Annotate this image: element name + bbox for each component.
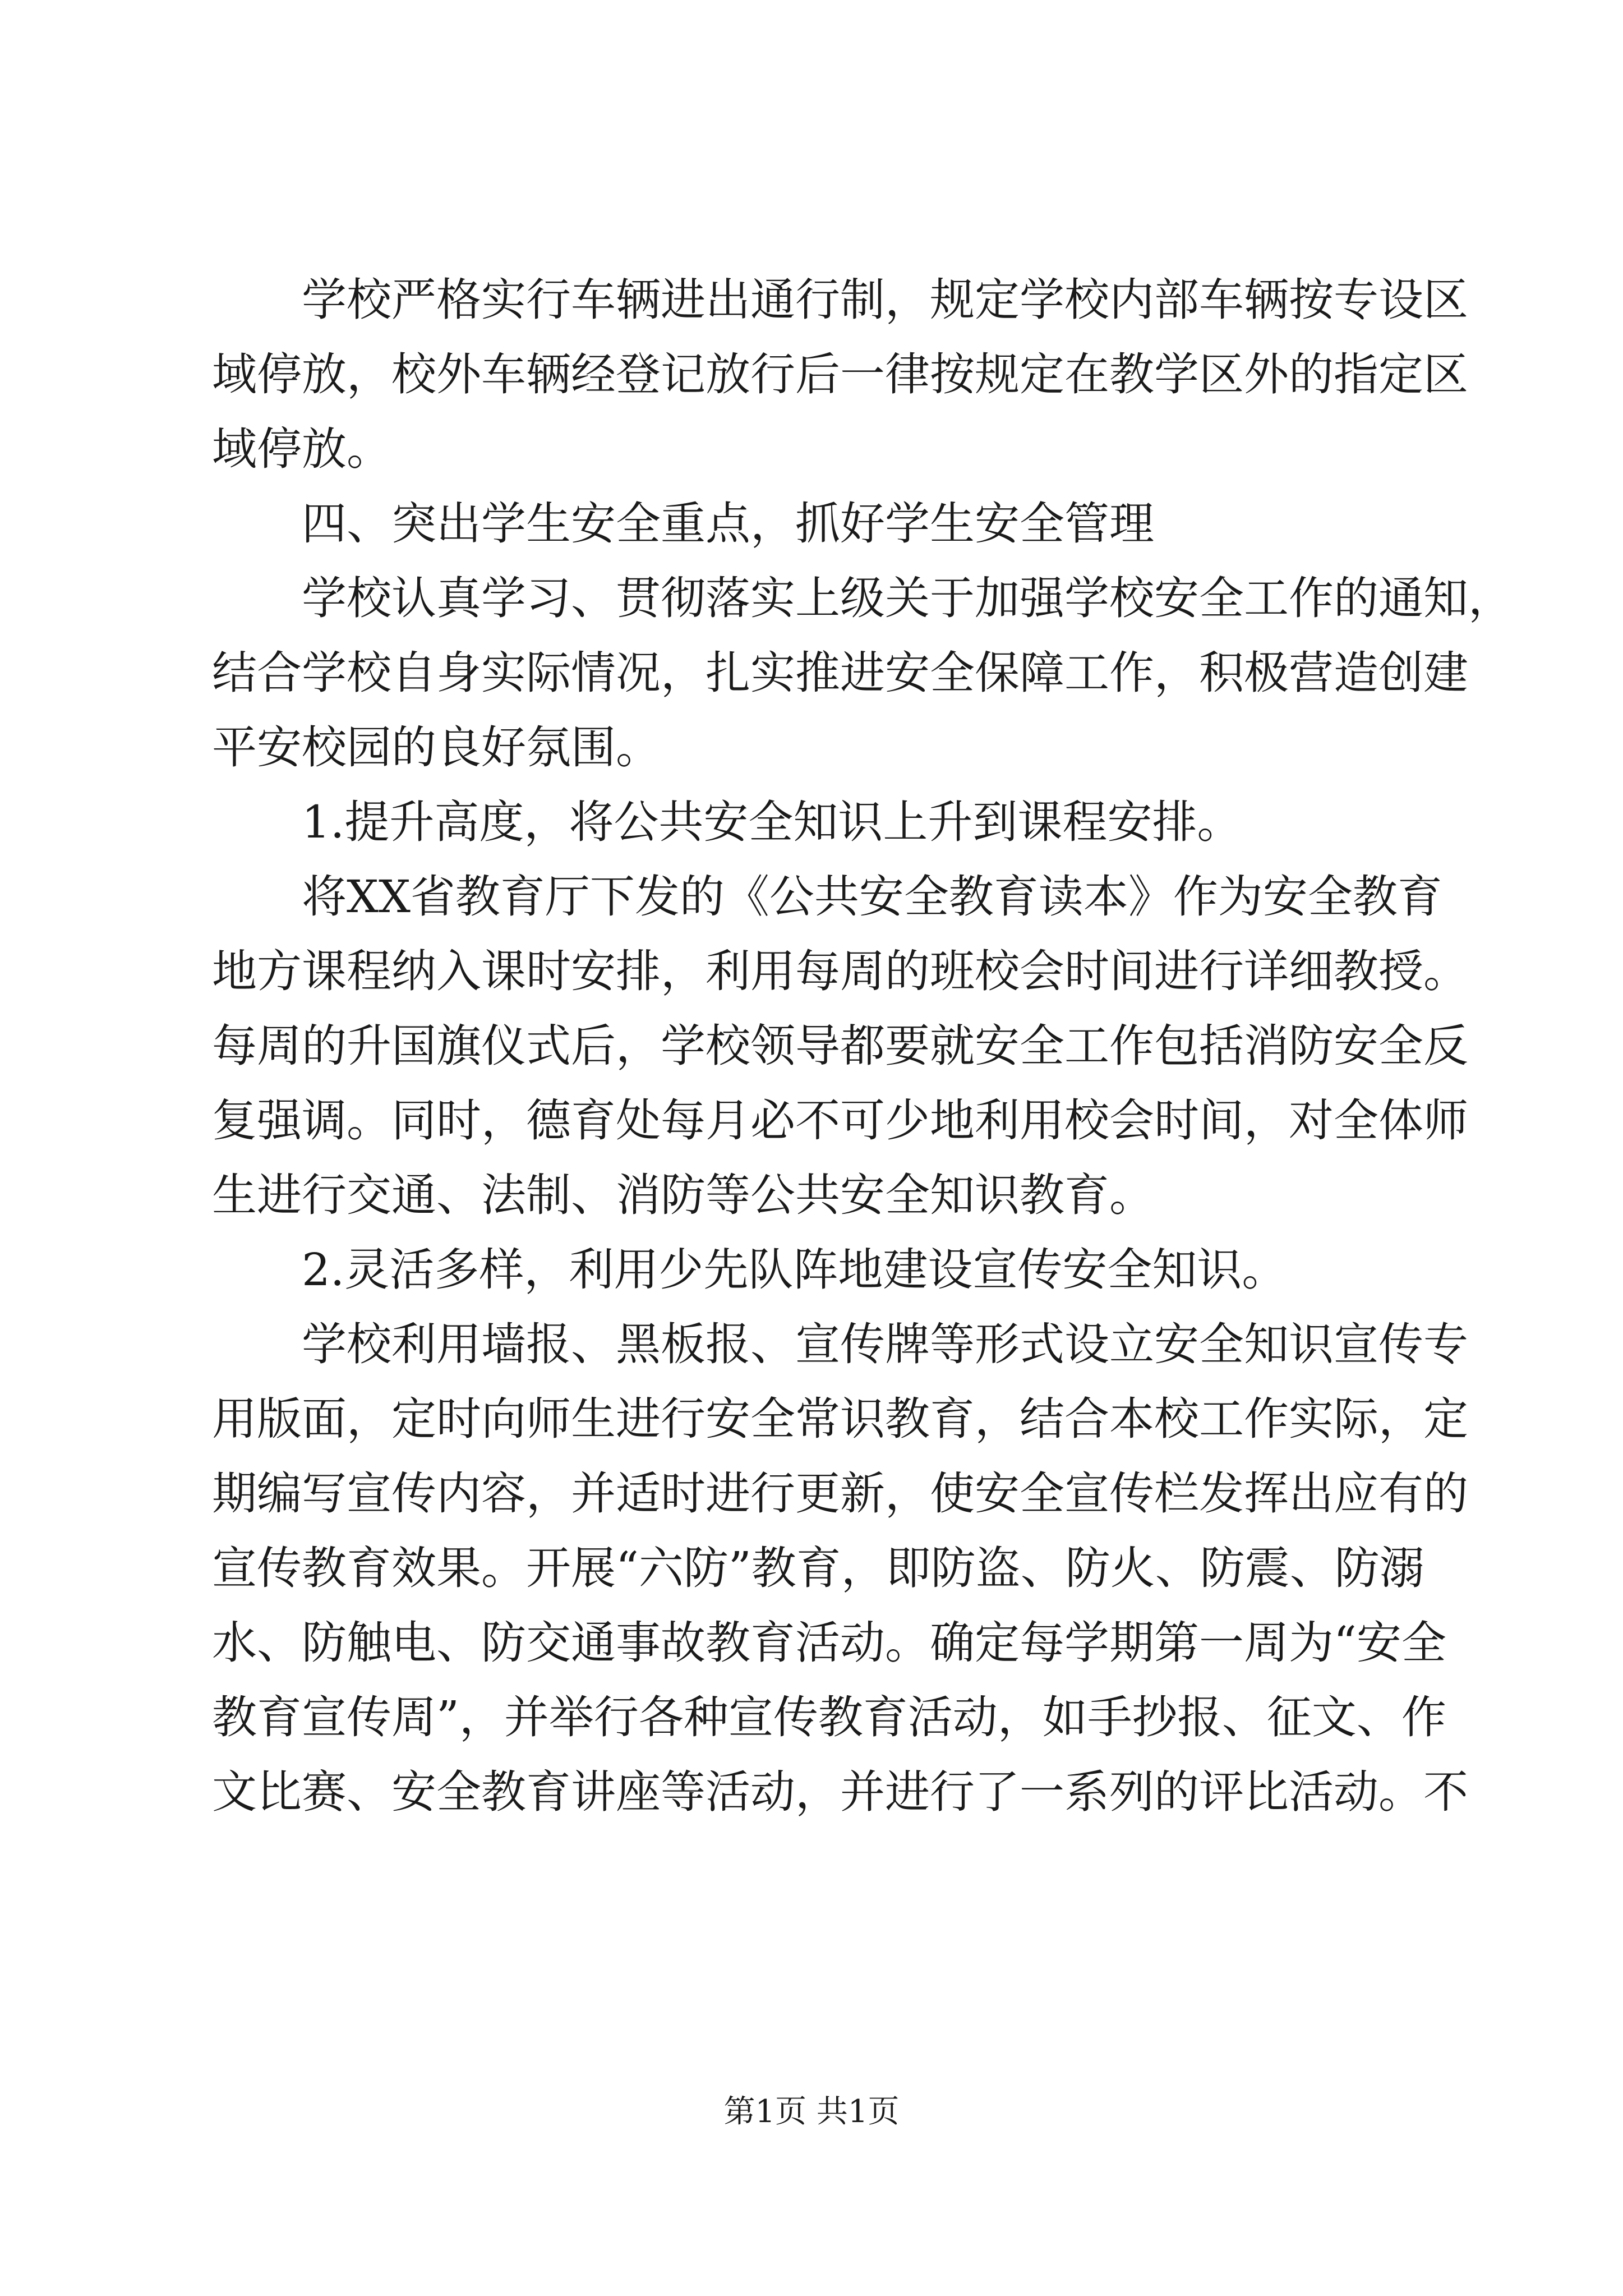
text-line: 生进行交通、法制、消防等公共安全知识教育。 <box>212 1169 1154 1221</box>
subsection-heading <box>212 785 1418 859</box>
text-line: 将XX省教育厅下发的《公共安全教育读本》作为安全教育 <box>302 871 1442 923</box>
paragraph <box>212 263 1468 486</box>
section-heading <box>212 486 1418 561</box>
subheading-line: 2.灵活多样，利用少先队阵地建设宣传安全知识。 <box>302 1244 1287 1296</box>
text-line: 宣传教育效果。开展“六防”教育，即防盗、防火、防震、防溺 <box>212 1542 1424 1594</box>
paragraph <box>212 561 1513 785</box>
text-line: 每周的升国旗仪式后，学校领导都要就安全工作包括消防安全反 <box>212 1020 1468 1072</box>
text-line: 地方课程纳入课时安排，利用每周的班校会时间进行详细教授。 <box>212 945 1468 997</box>
subheading-line: 1.提升高度，将公共安全知识上升到课程安排。 <box>302 796 1242 848</box>
paragraph <box>212 859 1468 1232</box>
document-body <box>212 263 1513 1829</box>
text-line: 结合学校自身实际情况，扎实推进安全保障工作，积极营造创建 <box>212 647 1468 699</box>
text-line: 期编写宣传内容，并适时进行更新，使安全宣传栏发挥出应有的 <box>212 1467 1468 1520</box>
page-number-label: 第1页 共1页 <box>723 2093 900 2130</box>
text-line: 学校严格实行车辆进出通行制，规定学校内部车辆按专设区 <box>302 274 1468 326</box>
text-line: 域停放，校外车辆经登记放行后一律按规定在教学区外的指定区 <box>212 348 1468 401</box>
text-line: 复强调。同时，德育处每月必不可少地利用校会时间，对全体师 <box>212 1094 1468 1147</box>
text-line: 文比赛、安全教育讲座等活动，并进行了一系列的评比活动。不 <box>212 1766 1468 1818</box>
text-line: 水、防触电、防交通事故教育活动。确定每学期第一周为“安全 <box>212 1617 1446 1669</box>
text-line: 教育宣传周”，并举行各种宣传教育活动，如手抄报、征文、作 <box>212 1691 1446 1743</box>
subsection-heading <box>212 1232 1418 1307</box>
text-line: 学校利用墙报、黑板报、宣传牌等形式设立安全知识宣传专 <box>302 1318 1468 1370</box>
heading-line: 四、突出学生安全重点，抓好学生安全管理 <box>302 498 1154 550</box>
page-footer <box>0 2087 1623 2132</box>
text-line: 用版面，定时向师生进行安全常识教育，结合本校工作实际，定 <box>212 1393 1468 1445</box>
text-line: 学校认真学习、贯彻落实上级关于加强学校安全工作的通知， <box>302 572 1513 624</box>
text-line: 平安校园的良好氛围。 <box>212 721 661 774</box>
paragraph <box>212 1307 1468 1829</box>
text-line: 域停放。 <box>212 423 391 475</box>
